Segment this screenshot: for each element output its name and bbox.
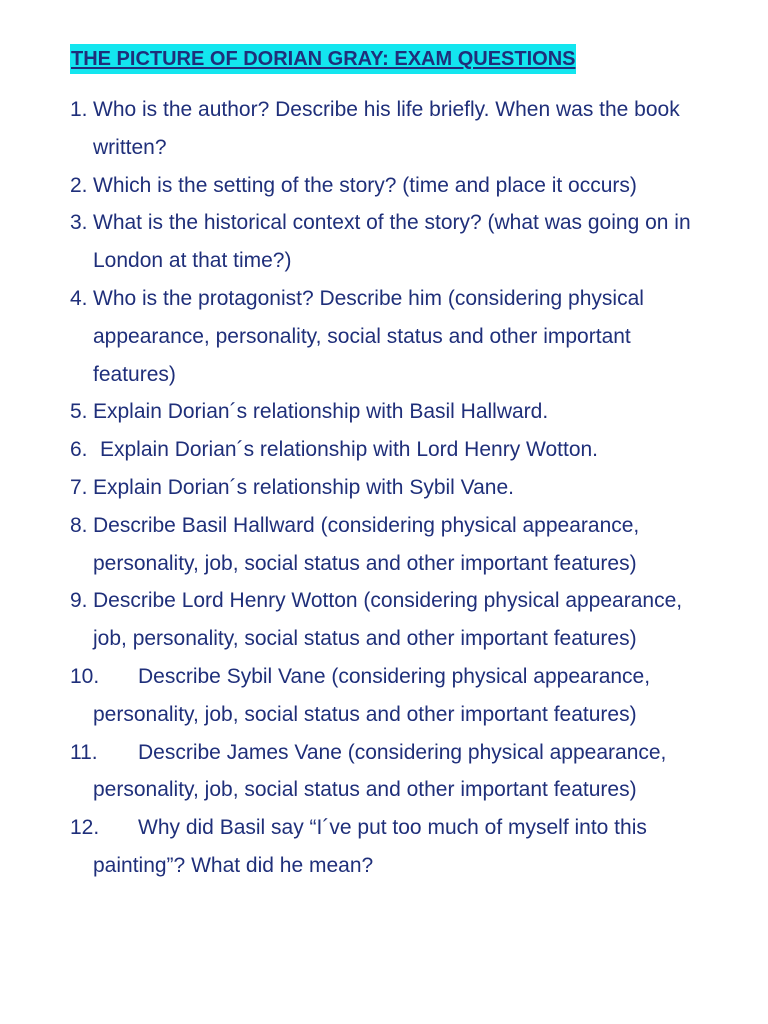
question-item: [0, 91, 768, 167]
question-text: Describe Basil Hallward (considering physical appearance, personality, job, social status and other important features): [93, 513, 640, 575]
question-item: [0, 469, 768, 507]
question-number: 10.: [70, 664, 100, 688]
question-number: 5.: [70, 400, 88, 424]
question-text: Why did Basil say “I´ve put too much of myself into this painting”? What did he mean?: [93, 816, 647, 877]
question-item: [0, 393, 768, 431]
question-number: 1.: [70, 98, 88, 121]
question-text: Who is the protagonist? Describe him (considering physical appearance, personality, social status and other important features): [93, 286, 644, 386]
question-item: [0, 204, 768, 280]
page-title: THE PICTURE OF DORIAN GRAY: EXAM QUESTIONS: [70, 44, 576, 74]
exam-questions-list: [0, 91, 768, 885]
question-text: Explain Dorian´s relationship with Sybil Vane.: [93, 475, 514, 499]
question-number: 9.: [70, 589, 88, 613]
question-number: 6.: [70, 438, 88, 462]
question-number: 8.: [70, 513, 88, 537]
question-number: 12.: [70, 816, 100, 840]
question-text: Who is the author? Describe his life briefly. When was the book written?: [93, 98, 680, 159]
title-container: [70, 44, 576, 74]
question-item: [0, 658, 768, 734]
question-text: Describe Sybil Vane (considering physical appearance, personality, job, social status and other important features): [93, 664, 651, 726]
question-number: 2.: [70, 173, 88, 197]
question-item: [0, 809, 768, 885]
question-item: [0, 507, 768, 583]
question-text: Explain Dorian´s relationship with Lord Henry Wotton.: [100, 438, 599, 462]
question-number: 7.: [70, 475, 88, 499]
question-text: Explain Dorian´s relationship with Basil Hallward.: [93, 400, 549, 424]
question-text: Describe James Vane (considering physical appearance, personality, job, social status and other important features): [93, 740, 667, 802]
question-item: [0, 582, 768, 658]
question-item: [0, 280, 768, 393]
question-number: 11.: [70, 740, 98, 764]
question-text: What is the historical context of the story? (what was going on in London at that time?): [93, 211, 691, 273]
question-item: [0, 167, 768, 205]
question-number: 3.: [70, 211, 88, 235]
question-text: Which is the setting of the story? (time and place it occurs): [93, 173, 637, 197]
question-item: [0, 431, 768, 469]
question-number: 4.: [70, 286, 88, 310]
question-text: Describe Lord Henry Wotton (considering physical appearance, job, personality, social status and other important features): [93, 589, 683, 651]
question-item: [0, 734, 768, 810]
